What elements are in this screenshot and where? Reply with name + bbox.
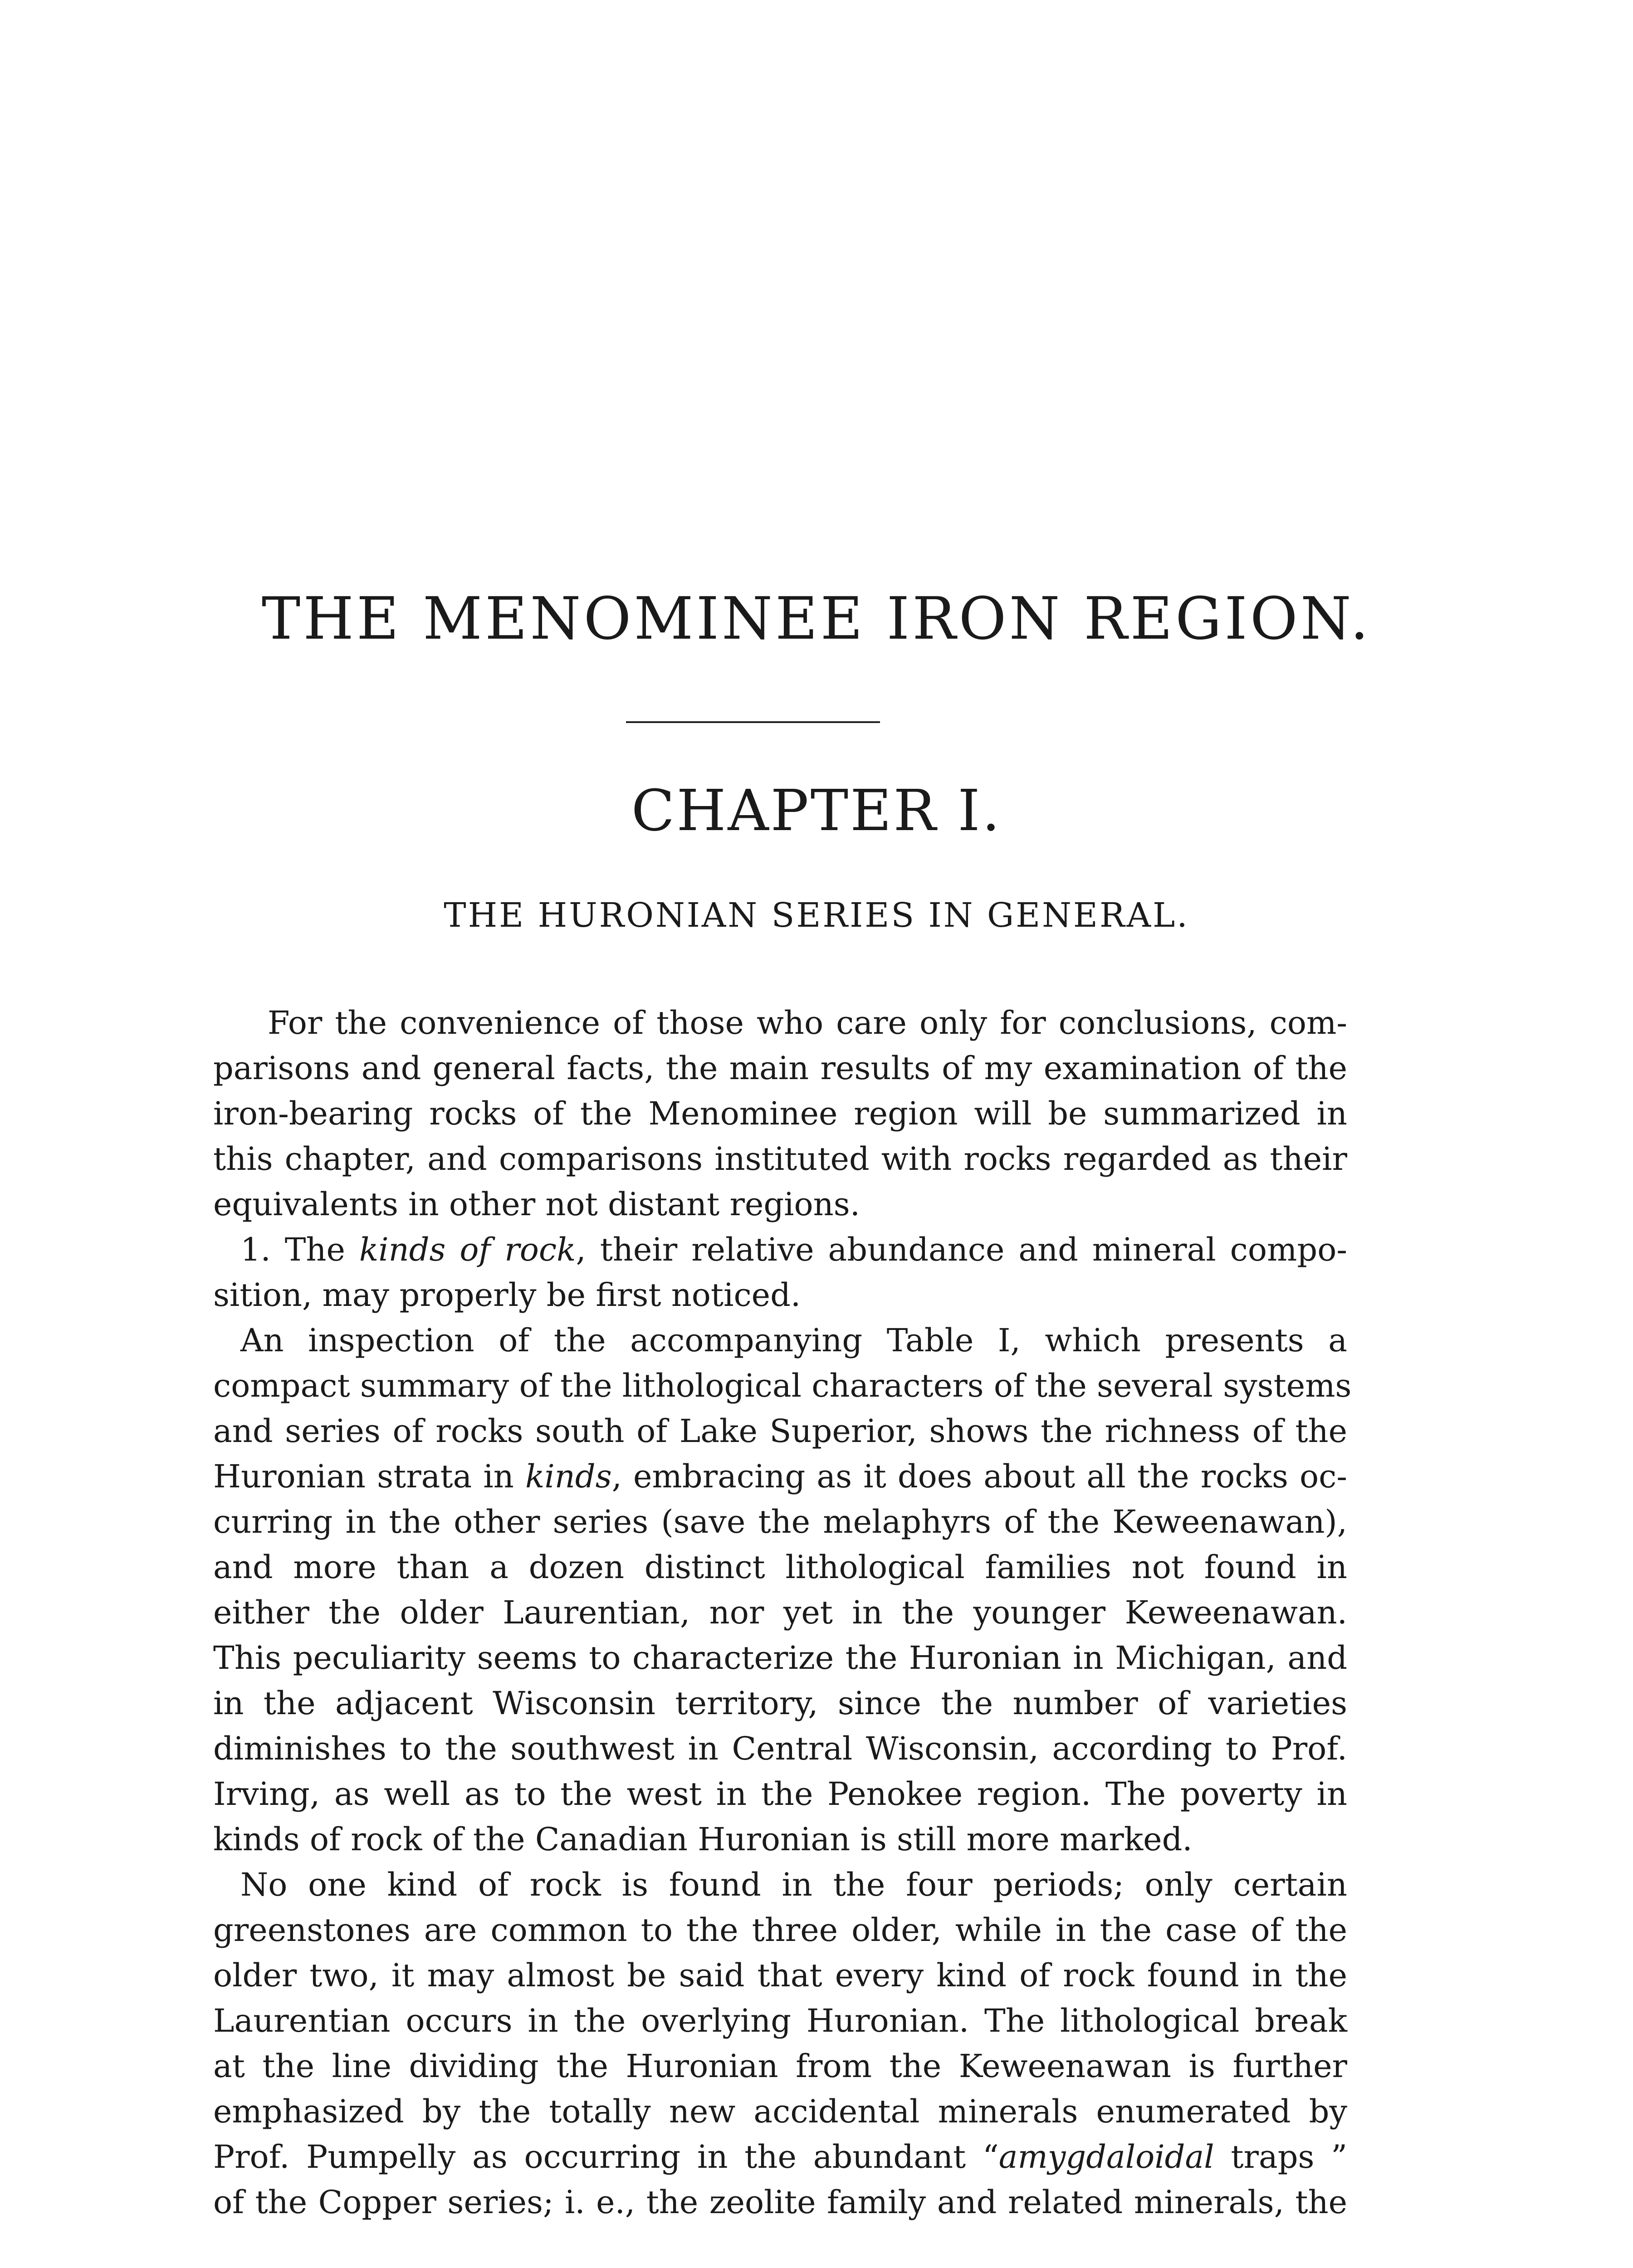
text-line: in the adjacent Wisconsin territory, since the number of varieties: [213, 1685, 1347, 1722]
text-line: equivalents in other not distant regions.: [213, 1186, 860, 1223]
text-line: [213, 1227, 1347, 1272]
text-line: [213, 1454, 1347, 1499]
chapter-heading: CHAPTER I.: [631, 778, 1002, 844]
text-line: parisons and general facts, the main results of my examination of the: [213, 1050, 1347, 1087]
text-line: sition, may properly be first noticed.: [213, 1276, 801, 1314]
text-line: diminishes to the southwest in Central Wisconsin, according to Prof.: [213, 1730, 1347, 1767]
text-line: This peculiarity seems to characterize the Huronian in Michigan, and: [213, 1639, 1347, 1677]
text-segment: 1. The: [240, 1231, 359, 1268]
text-line: emphasized by the totally new accidental minerals enumerated by: [213, 2093, 1347, 2130]
text-segment: , embracing as it does about all the rocks oc-: [611, 1458, 1347, 1495]
italic-term: kinds: [525, 1458, 612, 1495]
paragraph: [213, 1227, 1347, 1318]
italic-term: kinds of rock: [359, 1231, 576, 1268]
body-text: [213, 1000, 1352, 2225]
text-line: of the Copper series; i. e., the zeolite family and related minerals, the: [213, 2184, 1347, 2221]
text-line: Laurentian occurs in the overlying Huronian. The lithological break: [213, 2002, 1347, 2039]
paragraph: [213, 1862, 1347, 2225]
book-title: THE MENOMINEE IRON REGION.: [261, 585, 1372, 653]
text-line: kinds of rock of the Canadian Huronian is still more marked.: [213, 1821, 1193, 1858]
text-line: No one kind of rock is found in the four periods; only certain: [240, 1866, 1347, 1903]
text-line: at the line dividing the Huronian from the Keweenawan is further: [213, 2048, 1347, 2085]
text-line: iron-bearing rocks of the Menominee region will be summarized in: [213, 1095, 1347, 1132]
italic-term: amygdaloidal: [998, 2138, 1214, 2175]
paragraph: [213, 1318, 1352, 1862]
paragraph: [213, 1000, 1347, 1227]
text-line: curring in the other series (save the melaphyrs of the Keweenawan),: [213, 1503, 1347, 1540]
text-segment: Prof. Pumpelly as occurring in the abundant “: [213, 2138, 999, 2175]
text-line: For the convenience of those who care only for conclusions, com-: [268, 1004, 1347, 1041]
text-line: this chapter, and comparisons instituted with rocks regarded as their: [213, 1140, 1347, 1178]
text-line: either the older Laurentian, nor yet in the younger Keweenawan.: [213, 1594, 1347, 1631]
text-segment: Huronian strata in: [213, 1458, 525, 1495]
text-line: and more than a dozen distinct lithological families not found in: [213, 1549, 1347, 1586]
chapter-subtitle: THE HURONIAN SERIES IN GENERAL.: [444, 896, 1189, 935]
text-line: compact summary of the lithological characters of the several systems: [213, 1367, 1352, 1404]
title-divider-rule: [626, 721, 880, 723]
text-line: greenstones are common to the three older, while in the case of the: [213, 1911, 1347, 1949]
text-line: An inspection of the accompanying Table I, which presents a: [240, 1322, 1347, 1359]
text-line: Irving, as well as to the west in the Penokee region. The poverty in: [213, 1775, 1347, 1813]
text-line: and series of rocks south of Lake Superior, shows the richness of the: [213, 1413, 1347, 1450]
text-line: [213, 2134, 1347, 2180]
text-line: older two, it may almost be said that every kind of rock found in the: [213, 1957, 1347, 1994]
text-segment: , their relative abundance and mineral compo-: [576, 1231, 1347, 1268]
text-segment: traps ”: [1214, 2138, 1347, 2175]
